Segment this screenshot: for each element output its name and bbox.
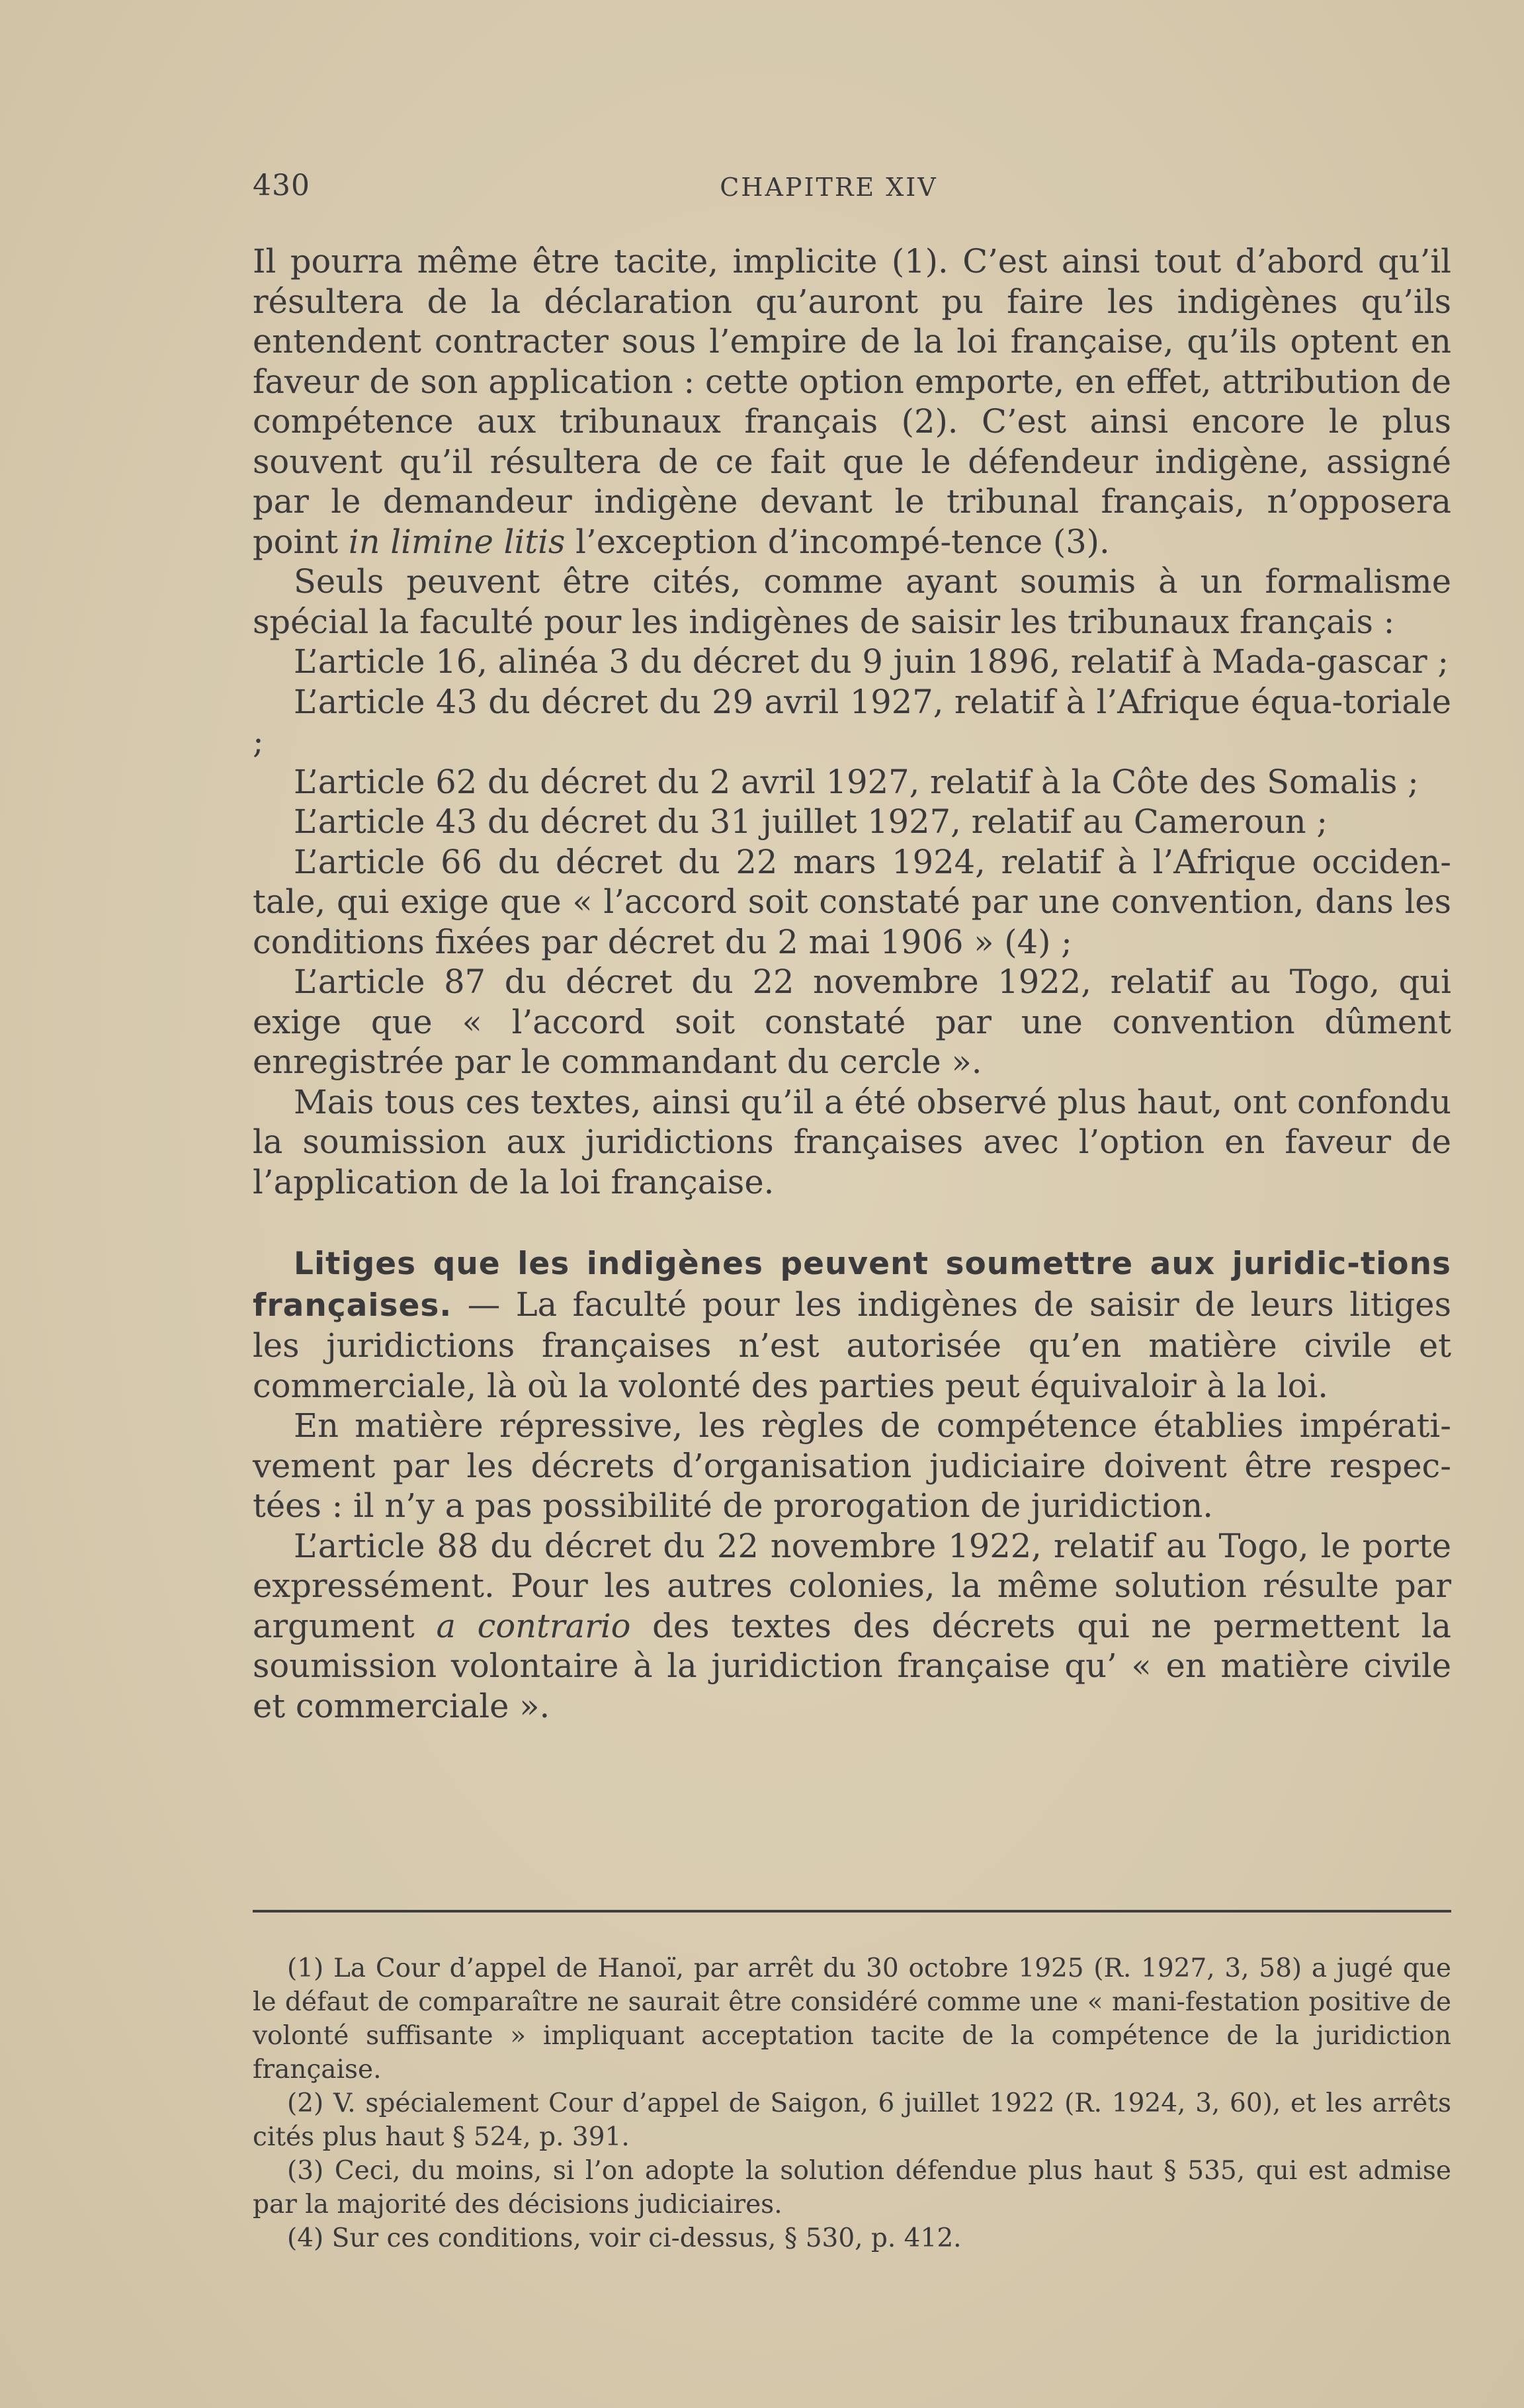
italic-phrase: in limine litis xyxy=(348,522,566,561)
paragraph-text: des textes des décrets qui ne permettent la soumission volontaire à la juridiction française qu’ « en matière civile et commerciale ». xyxy=(253,1606,1451,1725)
paragraph-litigation xyxy=(253,1243,1451,1406)
paragraph-repressive: En matière répressive, les règles de compétence établies impérati-vement par les décrets d’organisation judiciaire doivent être respec-tées : il n’y a pas possibilité de prorogation de juridiction. xyxy=(253,1406,1451,1525)
list-item: L’article 62 du décret du 2 avril 1927, relatif à la Côte des Somalis ; xyxy=(294,762,1419,801)
footnotes xyxy=(253,1952,1451,2255)
section-heading: Litiges que les indigènes peuvent soumettre aux juridic-tions françaises. xyxy=(253,1246,1451,1324)
paragraph-confusion: Mais tous ces textes, ainsi qu’il a été observé plus haut, ont confondu la soumission aux juridictions françaises avec l’option en faveur de l’application de la loi française. xyxy=(253,1082,1451,1201)
section-gap xyxy=(253,1202,1451,1243)
page-header xyxy=(253,169,1451,208)
footnote: (4) Sur ces conditions, voir ci-dessus, § 530, p. 412. xyxy=(287,2223,962,2253)
paragraph-togo xyxy=(253,1526,1451,1727)
paragraph-text: — La faculté pour les indigènes de saisir de leurs litiges les juridictions françaises n’est autorisée qu’en matière civile et commerciale, là où la volonté des parties peut équivaloir à la loi. xyxy=(253,1285,1451,1405)
paragraph-text: Il pourra même être tacite, implicite (1). C’est ainsi tout d’abord qu’il résultera de la déclaration qu’auront pu faire les indigènes qu’ils entendent contracter sous l’empire de la loi française, qu’ils optent en faveur de son application : cette option emporte, en effet, attribution de compétence aux tribunaux français (2). C’est ainsi encore le plus souvent qu’il résultera de ce fait que le défendeur indigène, assigné par le demandeur indigène devant le tribunal français, n’opposera point xyxy=(253,242,1451,561)
list-item: L’article 16, alinéa 3 du décret du 9 juin 1896, relatif à Mada-gascar ; xyxy=(294,642,1449,681)
list-item: L’article 66 du décret du 22 mars 1924, relatif à l’Afrique occiden-tale, qui exige que « l’accord soit constaté par une convention, dans les conditions fixées par décret du 2 mai 1906 » (4) ; xyxy=(253,842,1451,961)
paragraph-text: L’article 88 du décret du 22 novembre 1922, relatif au Togo, le porte expressément. Pour les autres colonies, la même solution résulte par argument xyxy=(253,1526,1451,1645)
list-item: L’article 43 du décret du 29 avril 1927, relatif à l’Afrique équa-toriale ; xyxy=(253,682,1451,761)
footnote: (1) La Cour d’appel de Hanoï, par arrêt du 30 octobre 1925 (R. 1927, 3, 58) a jugé que le défaut de comparaître ne saurait être considéré comme une « mani-festation positive de volonté suffisante » impliquant acceptation tacite de la compétence de la juridiction française. xyxy=(253,1954,1451,2085)
footnote-divider xyxy=(253,1910,1451,1913)
main-text xyxy=(253,241,1451,1726)
list-item: L’article 87 du décret du 22 novembre 1922, relatif au Togo, qui exige que « l’accord soit constaté par une convention dûment enregistrée par le commandant du cercle ». xyxy=(253,963,1451,1081)
italic-phrase: a contrario xyxy=(436,1606,631,1645)
paragraph-tacit-consent xyxy=(253,241,1451,562)
paragraph-text: l’exception d’incompé-tence (3). xyxy=(565,522,1110,561)
paragraph-formalism: Seuls peuvent être cités, comme ayant soumis à un formalisme spécial la faculté pour les indigènes de saisir les tribunaux français : xyxy=(253,562,1451,641)
page-number: 430 xyxy=(253,169,310,202)
list-item: L’article 43 du décret du 31 juillet 1927, relatif au Cameroun ; xyxy=(294,802,1328,841)
footnote: (2) V. spécialement Cour d’appel de Saigon, 6 juillet 1922 (R. 1924, 3, 60), et les arrêts cités plus haut § 524, p. 391. xyxy=(253,2088,1451,2152)
running-title: CHAPITRE XIV xyxy=(720,173,938,202)
footnote: (3) Ceci, du moins, si l’on adopte la solution défendue plus haut § 535, qui est admise par la majorité des décisions judiciaires. xyxy=(253,2156,1451,2219)
